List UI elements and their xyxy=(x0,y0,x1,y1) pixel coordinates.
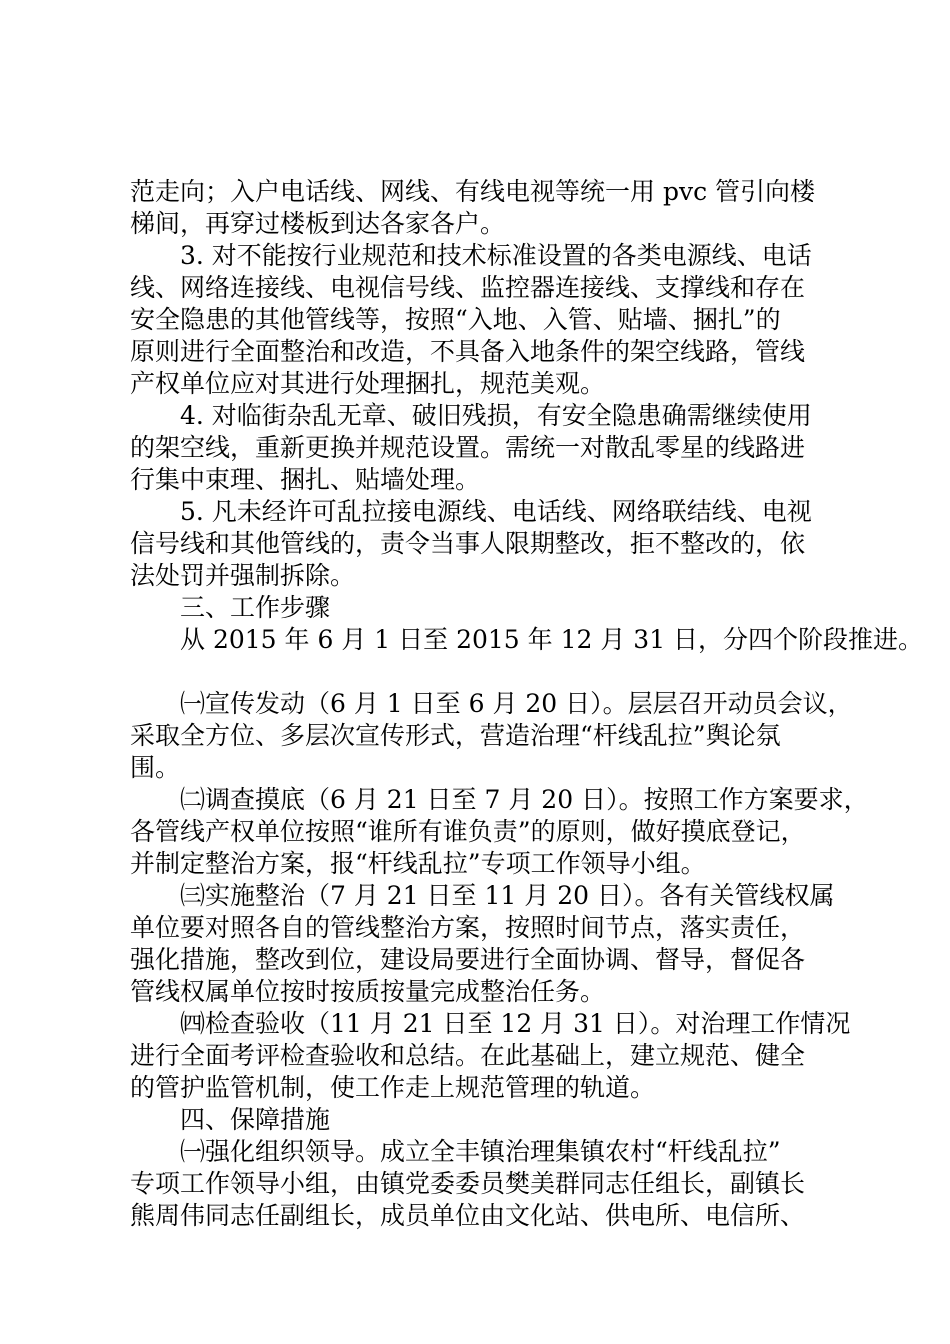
text-line: 强化措施，整改到位，建设局要进行全面协调、督导，督促各 xyxy=(130,945,806,974)
text-line: 管线权属单位按时按质按量完成整治任务。 xyxy=(130,977,606,1006)
text-line: 4. 对临街杂乱无章、破旧残损，有安全隐患确需继续使用 xyxy=(130,401,812,430)
text-line: 产权单位应对其进行处理捆扎，规范美观。 xyxy=(130,369,606,398)
text-line: 专项工作领导小组，由镇党委委员樊美群同志任组长，副镇长 xyxy=(130,1169,806,1198)
text-line: ㈣检查验收（11 月 21 日至 12 月 31 日）。对治理工作情况 xyxy=(130,1009,851,1038)
text-line: 熊周伟同志任副组长，成员单位由文化站、供电所、电信所、 xyxy=(130,1201,806,1230)
document-body xyxy=(130,176,924,1232)
text-line: ㈠强化组织领导。成立全丰镇治理集镇农村“杆线乱拉” xyxy=(130,1137,781,1166)
text-line: ㈡调查摸底（6 月 21 日至 7 月 20 日）。按照工作方案要求， xyxy=(130,785,869,814)
text-line: 进行全面考评检查验收和总结。在此基础上，建立规范、健全 xyxy=(130,1041,806,1070)
text-line: 并制定整治方案，报“杆线乱拉”专项工作领导小组。 xyxy=(130,849,706,878)
blank-line xyxy=(130,656,842,688)
text-line: 安全隐患的其他管线等，按照“入地、入管、贴墙、捆扎”的 xyxy=(130,305,781,334)
text-line: 的管护监管机制，使工作走上规范管理的轨道。 xyxy=(130,1073,656,1102)
text-line: ㈠宣传发动（6 月 1 日至 6 月 20 日）。层层召开动员会议， xyxy=(130,689,853,718)
text-line: 5. 凡未经许可乱拉接电源线、电话线、网络联结线、电视 xyxy=(130,497,812,526)
text-line: 采取全方位、多层次宣传形式，营造治理“杆线乱拉”舆论氛 xyxy=(130,721,781,750)
text-line: 从 2015 年 6 月 1 日至 2015 年 12 月 31 日，分四个阶段推进。 xyxy=(130,625,924,654)
text-line: 四、保障措施 xyxy=(130,1105,331,1134)
text-line: 的架空线，重新更换并规范设置。需统一对散乱零星的线路进 xyxy=(130,433,806,462)
text-line: 信号线和其他管线的，责令当事人限期整改，拒不整改的，依 xyxy=(130,529,806,558)
text-line: 线、网络连接线、电视信号线、监控器连接线、支撑线和存在 xyxy=(130,273,806,302)
text-line: 各管线产权单位按照“谁所有谁负责”的原则，做好摸底登记， xyxy=(130,817,806,846)
text-line: 梯间，再穿过楼板到达各家各户。 xyxy=(130,209,506,238)
text-line: 3. 对不能按行业规范和技术标准设置的各类电源线、电话 xyxy=(130,241,812,270)
text-line: ㈢实施整治（7 月 21 日至 11 月 20 日）。各有关管线权属 xyxy=(130,881,835,910)
text-line: 行集中束理、捆扎、贴墙处理。 xyxy=(130,465,481,494)
text-line: 三、工作步骤 xyxy=(130,593,331,622)
text-line: 围。 xyxy=(130,753,181,782)
text-line: 法处罚并强制拆除。 xyxy=(130,561,356,590)
text-line: 单位要对照各自的管线整治方案，按照时间节点，落实责任， xyxy=(130,913,806,942)
text-line: 范走向；入户电话线、网线、有线电视等统一用 pvc 管引向楼 xyxy=(130,177,816,206)
text-line: 原则进行全面整治和改造，不具备入地条件的架空线路，管线 xyxy=(130,337,806,366)
